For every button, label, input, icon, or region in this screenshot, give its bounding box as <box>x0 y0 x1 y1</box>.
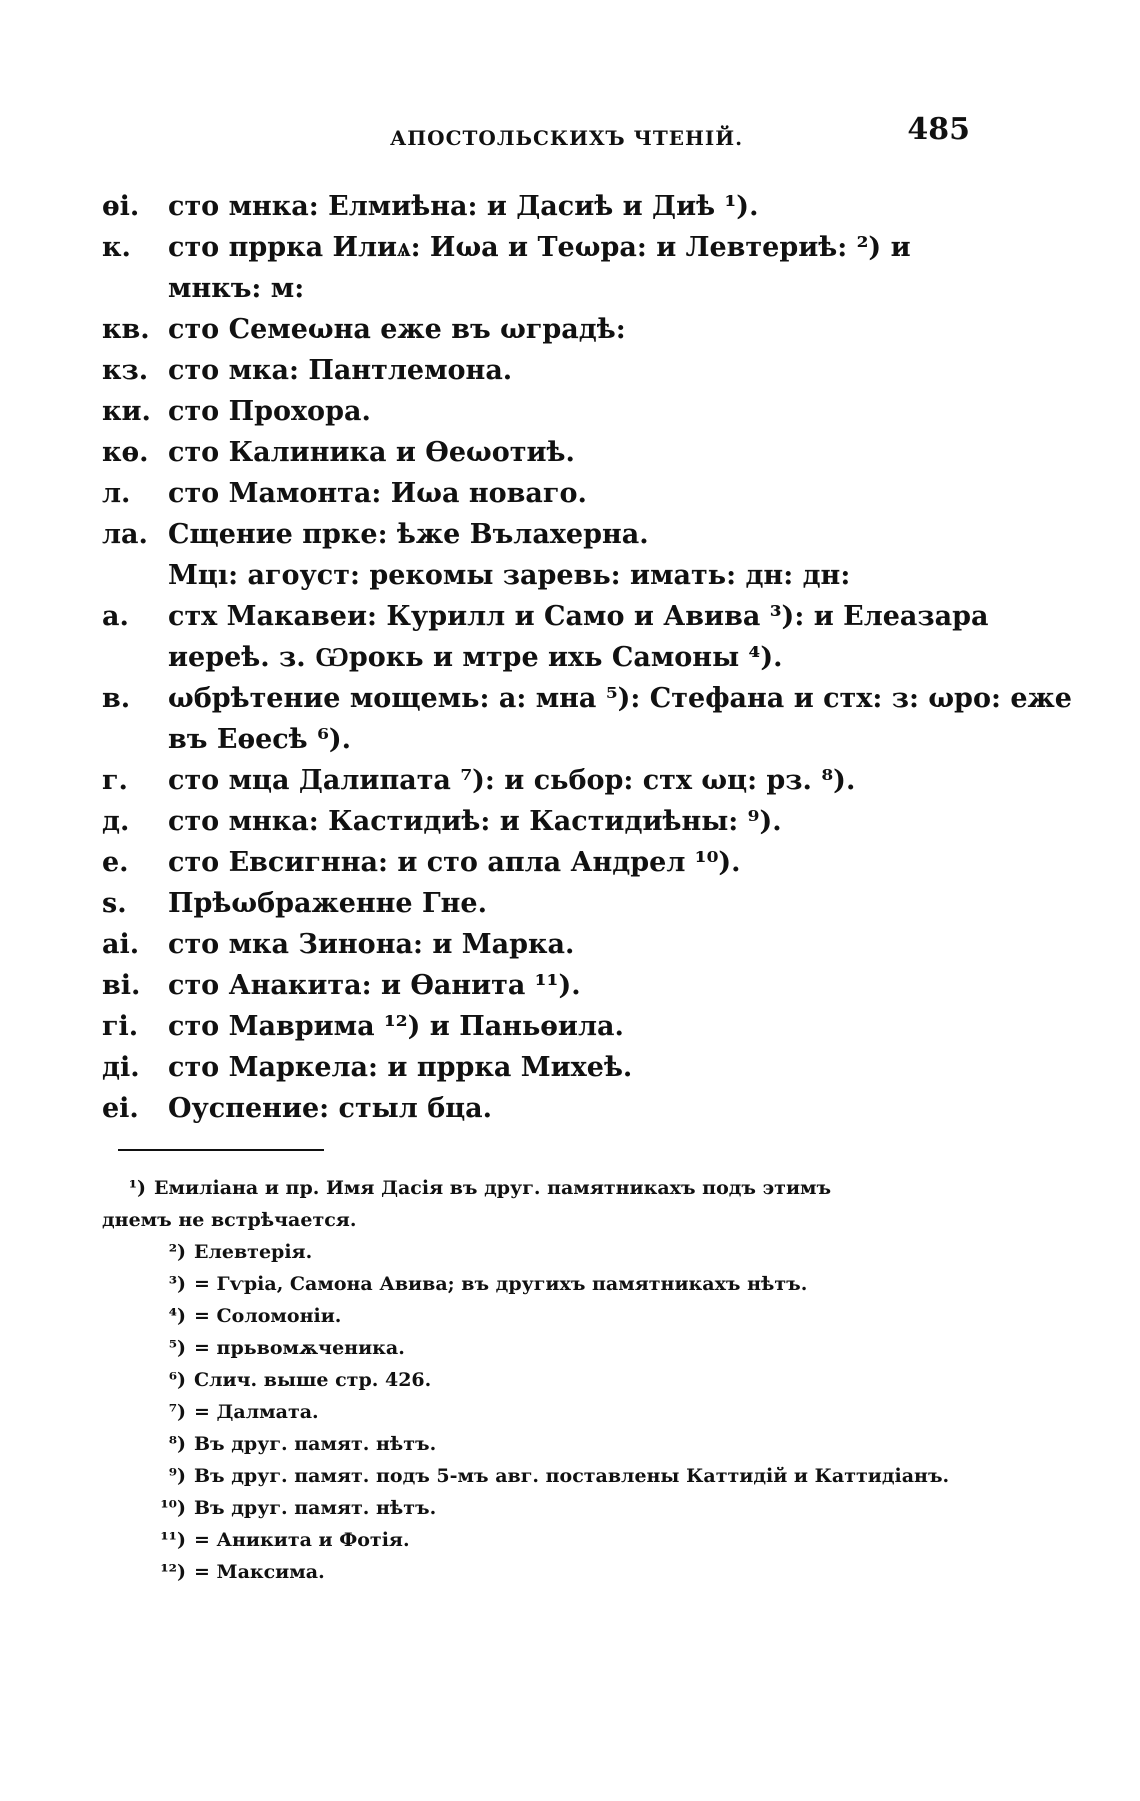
footnote <box>0 1524 1140 1556</box>
footnote-marker: ²) <box>168 1241 186 1263</box>
footnote <box>0 1332 1140 1364</box>
footnotes <box>0 1172 1140 1588</box>
entry-text: Прѣωбраженне Гне. <box>168 888 487 919</box>
calendar-entry <box>0 1047 1140 1088</box>
entry-continuation: въ Еѳесѣ ⁶). <box>168 724 352 755</box>
footnote <box>0 1492 1140 1524</box>
entry-text: Оуспение: стыл бца. <box>168 1093 493 1124</box>
footnote-marker: ¹¹) <box>160 1529 186 1551</box>
entry-number: ки. <box>102 396 151 427</box>
footnote <box>0 1300 1140 1332</box>
page-header <box>390 112 970 152</box>
footnote-text: Слич. выше стр. 426. <box>194 1369 432 1391</box>
entry-number: в. <box>102 683 131 714</box>
footnote-divider <box>118 1149 324 1151</box>
footnote-marker: ¹⁰) <box>160 1497 186 1519</box>
footnote-marker: ⁷) <box>168 1401 186 1423</box>
footnote-text: Въ друг. памят. нѣтъ. <box>194 1497 437 1519</box>
entry-number: а. <box>102 601 129 632</box>
entry-number: к. <box>102 232 131 263</box>
footnote-text: = Далмата. <box>194 1401 319 1423</box>
calendar-entry <box>0 760 1140 801</box>
entry-number: л. <box>102 478 131 509</box>
entry-text: сто Мамонта: Иωа новаго. <box>168 478 587 509</box>
entry-number: кз. <box>102 355 149 386</box>
calendar-entry <box>0 391 1140 432</box>
footnote-marker: ⁸) <box>168 1433 186 1455</box>
footnote-text: = прьвомѫченика. <box>194 1337 405 1359</box>
entry-number: ѕ. <box>102 888 127 919</box>
entry-number: е. <box>102 847 129 878</box>
footnote <box>0 1172 1140 1204</box>
footnote-text: Въ друг. памят. нѣтъ. <box>194 1433 437 1455</box>
entry-continuation: иереѣ. з. Ѡрокь и мтре ихь Самоны ⁴). <box>168 642 783 673</box>
entry-number: ѳі. <box>102 191 140 222</box>
footnote-marker: ⁵) <box>168 1337 186 1359</box>
entry-number: аі. <box>102 929 140 960</box>
entry-text: сто Семеωна еже въ ωградѣ: <box>168 314 626 345</box>
calendar-entry <box>0 227 1140 309</box>
calendar-entry <box>0 883 1140 924</box>
entry-text: сто Маркела: и пррка Михеѣ. <box>168 1052 633 1083</box>
running-title: АПОСТОЛЬСКИХЪ ЧТЕНІЙ. <box>390 126 744 150</box>
footnote-marker: ⁶) <box>168 1369 186 1391</box>
entry-text: сто Анакита: и Ѳанита ¹¹). <box>168 970 581 1001</box>
calendar-entry <box>0 1006 1140 1047</box>
calendar-entry <box>0 965 1140 1006</box>
footnote-marker: ¹²) <box>160 1561 186 1583</box>
footnote <box>0 1396 1140 1428</box>
entry-text: сто мнка: Елмиѣна: и Дасиѣ и Диѣ ¹). <box>168 191 759 222</box>
entry-number: ла. <box>102 519 148 550</box>
entry-number: гі. <box>102 1011 139 1042</box>
entry-text: сто мнка: Кастидиѣ: и Кастидиѣны: ⁹). <box>168 806 782 837</box>
entry-text: сто мка Зинона: и Марка. <box>168 929 575 960</box>
footnote-text: = Соломоніи. <box>194 1305 342 1327</box>
footnote <box>0 1364 1140 1396</box>
entry-text: ωбрѣтение мощемь: а: мна ⁵): Стефана и стх: з: ωро: еже <box>168 683 1072 714</box>
page-number: 485 <box>907 112 970 147</box>
entry-text: стх Макавеи: Курилл и Само и Авива ³): и Елеазара <box>168 601 989 632</box>
footnote-text: = Аникита и Фотія. <box>194 1529 410 1551</box>
entry-number: еі. <box>102 1093 139 1124</box>
footnote-marker: ³) <box>168 1273 186 1295</box>
footnote-text: Въ друг. памят. подъ 5-мъ авг. поставлены Каттидій и Каттидіанъ. <box>194 1465 950 1487</box>
entry-text: Сщение прке: ѣже Вълахерна. <box>168 519 649 550</box>
footnote-text: = Максима. <box>194 1561 325 1583</box>
entry-number: д. <box>102 806 130 837</box>
calendar-entry <box>0 1088 1140 1129</box>
entry-text: сто пррка Илиѧ: Иωа и Теωра: и Левтериѣ: ²) и <box>168 232 911 263</box>
entry-text: сто мка: Пантлемона. <box>168 355 513 386</box>
entry-text: сто мца Далипата ⁷): и сьбор: стх ωц: рз. ⁸). <box>168 765 856 796</box>
month-heading <box>0 555 1140 596</box>
calendar-entry <box>0 309 1140 350</box>
calendar-entry <box>0 432 1140 473</box>
calendar-entries <box>0 186 1140 1129</box>
entry-number: ді. <box>102 1052 140 1083</box>
footnote <box>0 1236 1140 1268</box>
footnote-continuation <box>0 1204 1140 1236</box>
calendar-entry <box>0 924 1140 965</box>
calendar-entry <box>0 186 1140 227</box>
calendar-entry <box>0 678 1140 760</box>
calendar-entry <box>0 596 1140 678</box>
footnote-marker: ⁹) <box>168 1465 186 1487</box>
entry-number: кв. <box>102 314 150 345</box>
calendar-entry <box>0 473 1140 514</box>
entry-continuation: мнкъ: м: <box>168 273 305 304</box>
calendar-entry <box>0 801 1140 842</box>
footnote-text: Елевтерія. <box>194 1241 313 1263</box>
entry-number: кѳ. <box>102 437 149 468</box>
entry-number: г. <box>102 765 128 796</box>
footnote-text: Емиліана и пр. Имя Дасія въ друг. памятникахъ подъ этимъ <box>154 1177 832 1199</box>
entry-text: сто Маврима ¹²) и Паньѳила. <box>168 1011 624 1042</box>
entry-text: сто Евсигнна: и сто апла Андрел ¹⁰). <box>168 847 741 878</box>
calendar-entry <box>0 514 1140 555</box>
month-heading-text: Мцı: агоуст: рекомы заревь: имать: дн: дн: <box>168 560 851 591</box>
entry-number: ві. <box>102 970 141 1001</box>
calendar-entry <box>0 350 1140 391</box>
footnote-marker: ¹) <box>128 1177 146 1199</box>
footnote <box>0 1460 1140 1492</box>
footnote-text: = Гѵріа, Самона Авива; въ другихъ памятникахъ нѣтъ. <box>194 1273 808 1295</box>
entry-text: сто Калиника и Ѳеωотиѣ. <box>168 437 575 468</box>
footnote <box>0 1268 1140 1300</box>
footnote-text: днемъ не встрѣчается. <box>102 1209 357 1231</box>
footnote <box>0 1428 1140 1460</box>
footnote-marker: ⁴) <box>168 1305 186 1327</box>
footnote <box>0 1556 1140 1588</box>
calendar-entry <box>0 842 1140 883</box>
entry-text: сто Прохора. <box>168 396 371 427</box>
